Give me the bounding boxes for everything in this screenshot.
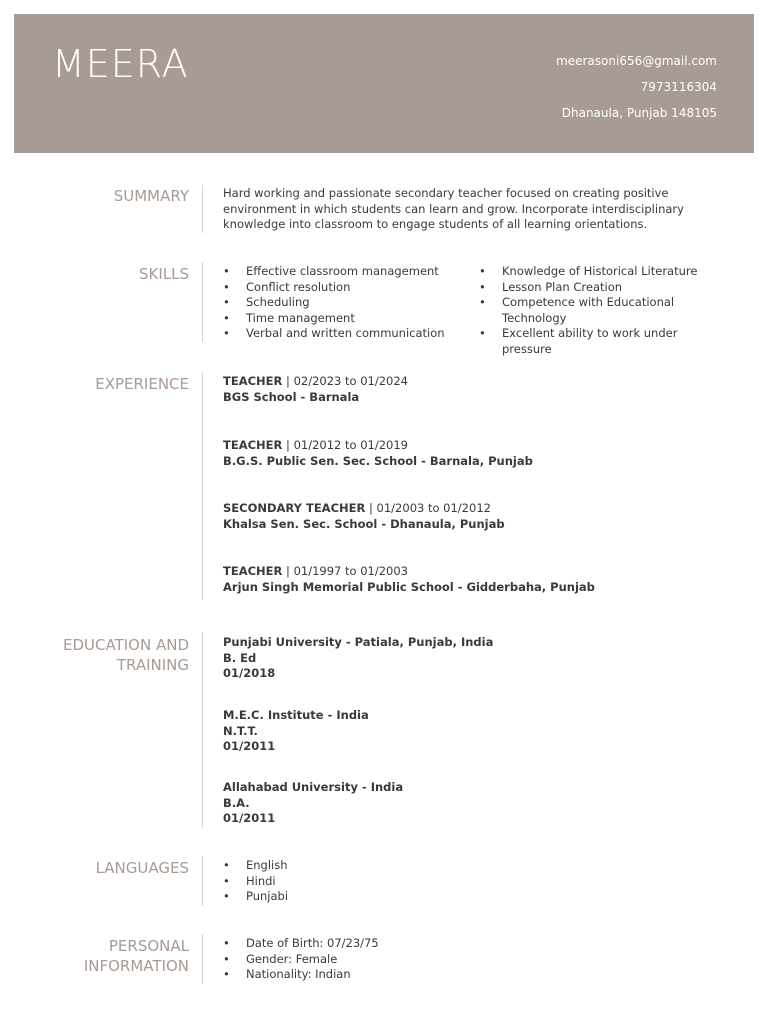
bullet-icon: • bbox=[479, 295, 486, 310]
list-item: • Scheduling bbox=[223, 295, 310, 310]
personal-info-list bbox=[223, 936, 738, 983]
experience-entry: TEACHER | 02/2023 to 01/2024 BGS School - Barnala bbox=[223, 374, 738, 405]
education-entry bbox=[223, 780, 738, 827]
bullet-icon: • bbox=[223, 264, 230, 278]
experience-body bbox=[223, 374, 738, 602]
job-dates: 01/2012 to 01/2019 bbox=[293, 438, 408, 452]
school-name: Allahabad University - India bbox=[223, 780, 404, 794]
list-item: • Competence with Educational Technology bbox=[479, 295, 675, 325]
bullet-icon: • bbox=[479, 264, 486, 278]
degree: B.A. bbox=[223, 795, 250, 810]
experience-entry: TEACHER | 01/1997 to 01/2003 Arjun Singh Memorial Public School - Gidderbaha, Punjab bbox=[223, 564, 738, 595]
employer: Arjun Singh Memorial Public School - Gidderbaha, Punjab bbox=[223, 579, 595, 594]
degree: B. Ed bbox=[223, 650, 257, 665]
education-entry bbox=[223, 635, 738, 682]
degree: N.T.T. bbox=[223, 723, 258, 738]
job-dates: 01/1997 to 01/2003 bbox=[293, 564, 408, 578]
bullet-icon: • bbox=[223, 295, 230, 310]
contact-block bbox=[556, 48, 717, 126]
bullet-icon: • bbox=[479, 326, 486, 341]
section-divider bbox=[202, 856, 203, 906]
job-title: TEACHER bbox=[223, 438, 283, 452]
education-entry bbox=[223, 708, 738, 755]
summary-heading: SUMMARY bbox=[113, 187, 189, 205]
school-name: M.E.C. Institute - India bbox=[223, 708, 369, 722]
experience-entry: SECONDARY TEACHER | 01/2003 to 01/2012 Khalsa Sen. Sec. School - Dhanaula, Punjab bbox=[223, 501, 738, 532]
graduation-date: 01/2011 bbox=[223, 739, 276, 754]
list-item: • Nationality: Indian bbox=[223, 967, 351, 982]
bullet-icon: • bbox=[223, 889, 230, 904]
languages-list bbox=[223, 858, 738, 905]
section-divider bbox=[202, 632, 203, 828]
section-divider bbox=[202, 934, 203, 984]
phone-number[interactable]: 7973116304 bbox=[640, 80, 717, 94]
bullet-icon: • bbox=[223, 873, 230, 888]
job-title: SECONDARY TEACHER bbox=[223, 501, 366, 515]
list-item: • Hindi bbox=[223, 873, 276, 888]
list-item: • Punjabi bbox=[223, 889, 289, 904]
email-address[interactable]: meerasoni656@gmail.com bbox=[556, 54, 717, 68]
experience-entry: TEACHER | 01/2012 to 01/2019 B.G.S. Public Sen. Sec. School - Barnala, Punjab bbox=[223, 438, 738, 469]
languages-heading: LANGUAGES bbox=[95, 859, 189, 877]
languages-body bbox=[223, 858, 738, 905]
job-title: TEACHER bbox=[223, 374, 283, 388]
graduation-date: 01/2018 bbox=[223, 666, 276, 681]
list-item: • Date of Birth: 07/23/75 bbox=[223, 936, 379, 950]
personal-info-body bbox=[223, 936, 738, 983]
bullet-icon: • bbox=[223, 858, 230, 872]
job-title: TEACHER bbox=[223, 564, 283, 578]
section-divider bbox=[202, 262, 203, 342]
list-item: • Time management bbox=[223, 310, 355, 325]
bullet-icon: • bbox=[223, 279, 230, 294]
bullet-icon: • bbox=[223, 310, 230, 325]
list-item: • Effective classroom management bbox=[223, 264, 439, 278]
bullet-icon: • bbox=[223, 936, 230, 950]
skills-list-left bbox=[223, 264, 463, 342]
section-divider bbox=[202, 185, 203, 233]
list-item: • English bbox=[223, 858, 288, 872]
list-item: • Verbal and written communication bbox=[223, 326, 445, 341]
list-item: • Knowledge of Historical Literature bbox=[479, 264, 698, 278]
job-dates: 02/2023 to 01/2024 bbox=[293, 374, 408, 388]
candidate-name: MEERA bbox=[52, 42, 189, 86]
school-name: Punjabi University - Patiala, Punjab, India bbox=[223, 635, 494, 649]
education-heading: EDUCATION AND TRAINING bbox=[63, 636, 189, 674]
bullet-icon: • bbox=[223, 326, 230, 341]
personal-info-heading: PERSONAL INFORMATION bbox=[83, 937, 189, 975]
bullet-icon: • bbox=[223, 967, 230, 982]
bullet-icon: • bbox=[223, 951, 230, 966]
list-item: • Excellent ability to work under pressure bbox=[479, 326, 678, 356]
summary-body bbox=[223, 186, 738, 233]
employer: BGS School - Barnala bbox=[223, 389, 360, 404]
section-divider bbox=[202, 372, 203, 600]
list-item: • Lesson Plan Creation bbox=[479, 279, 623, 294]
graduation-date: 01/2011 bbox=[223, 811, 276, 826]
resume-header bbox=[14, 14, 754, 153]
address: Dhanaula, Punjab 148105 bbox=[561, 106, 717, 120]
experience-heading: EXPERIENCE bbox=[95, 375, 189, 393]
bullet-icon: • bbox=[479, 279, 486, 294]
skills-list-right bbox=[479, 264, 729, 358]
list-item: • Conflict resolution bbox=[223, 279, 351, 294]
skills-heading: SKILLS bbox=[138, 265, 189, 283]
skills-body bbox=[223, 264, 738, 356]
employer: Khalsa Sen. Sec. School - Dhanaula, Punjab bbox=[223, 516, 505, 531]
education-body bbox=[223, 635, 738, 831]
job-dates: 01/2003 to 01/2012 bbox=[376, 501, 491, 515]
list-item: • Gender: Female bbox=[223, 951, 338, 966]
employer: B.G.S. Public Sen. Sec. School - Barnala, Punjab bbox=[223, 453, 533, 468]
summary-text: Hard working and passionate secondary teacher focused on creating positive environment in which students can learn and grow. Incorporate interdisciplinary knowledge into classroom to engage students of all learning orientations. bbox=[223, 186, 684, 232]
